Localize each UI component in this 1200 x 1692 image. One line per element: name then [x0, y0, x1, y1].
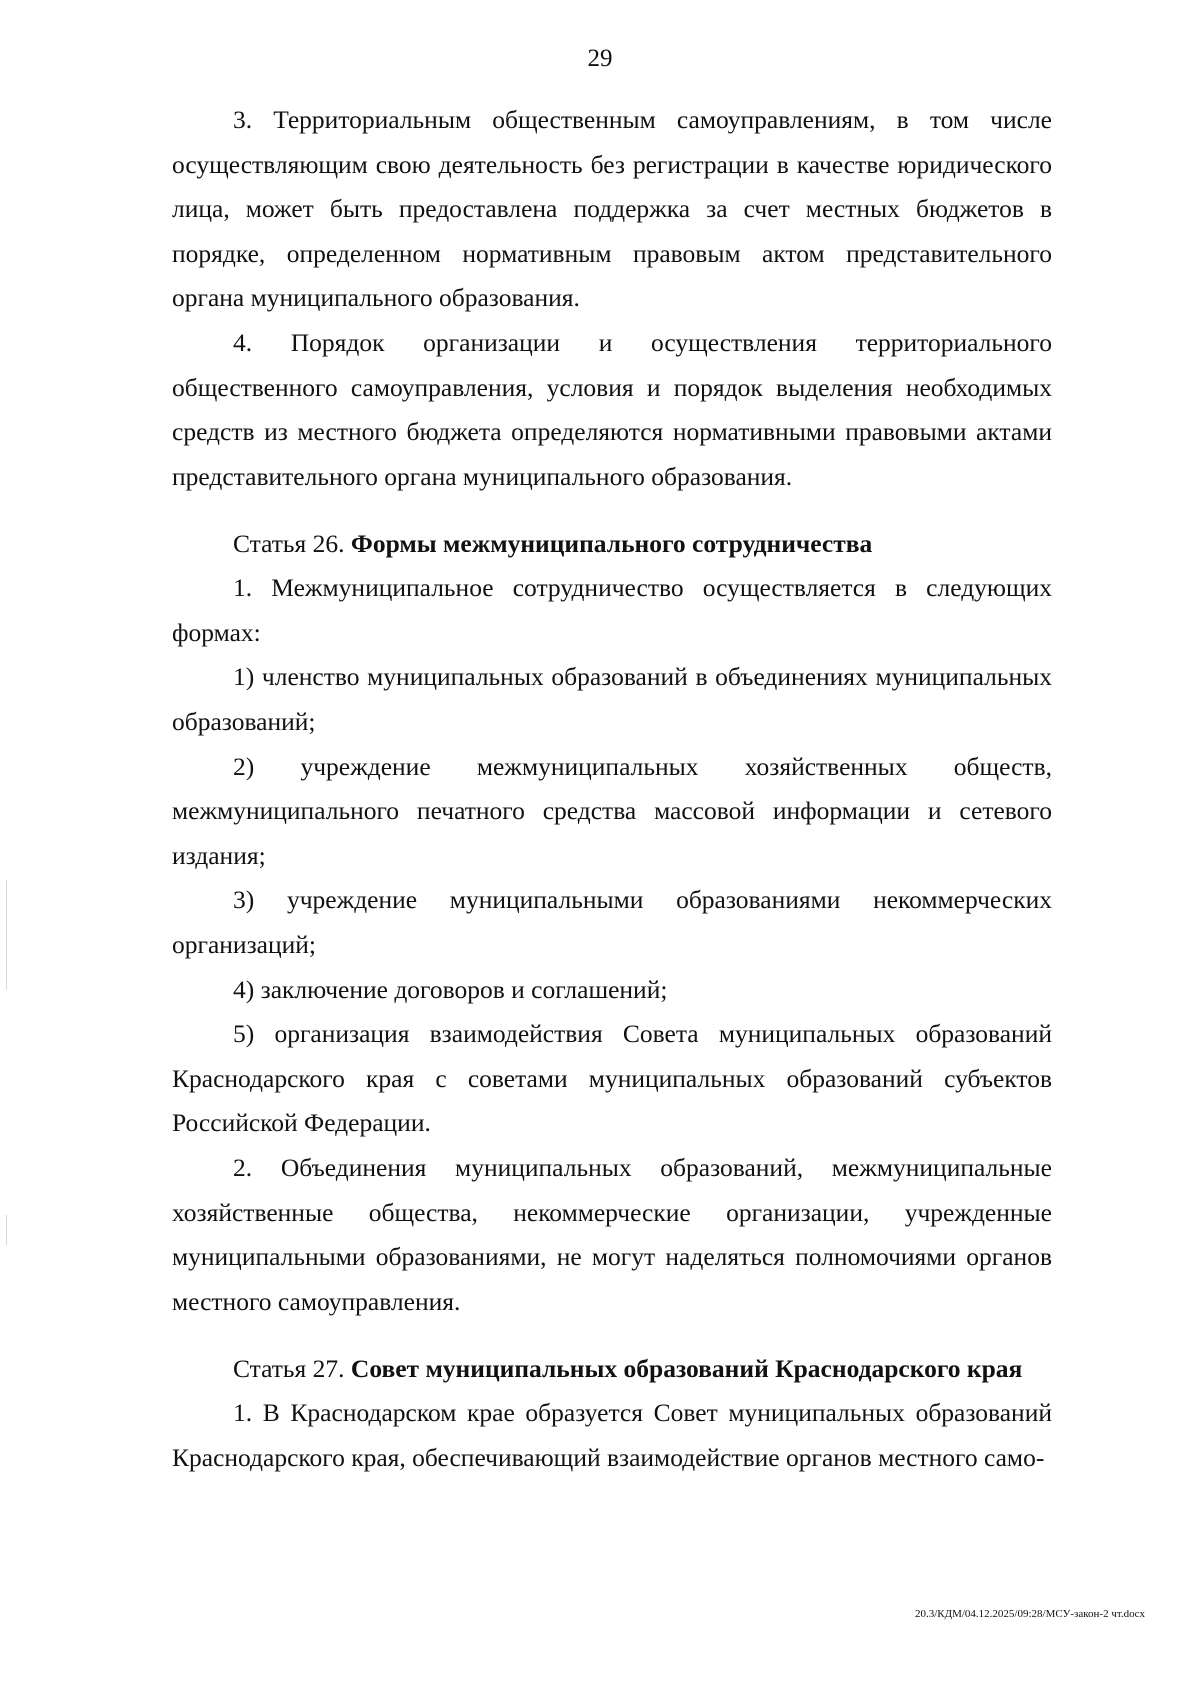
- paragraph: 2. Объединения муниципальных образований, межмуниципальные хозяйственные общества, некоммерческие организации, учрежденные муниципальными образованиями, не могут наделяться полномочиями органов местного самоуправления.: [172, 1152, 1052, 1316]
- paragraph: 3. Территориальным общественным самоуправлениям, в том числе осуществляющим свою деятельность без регистрации в качестве юридического лица, может быть предоставлена поддержка за счет местных бюджетов в порядке, определенном нормативным правовым актом представительного органа муниципального образования.: [172, 105, 1052, 313]
- article-heading: Совет муниципальных образований Краснодарского края: [350, 1353, 1023, 1383]
- scan-edge-mark: [6, 880, 7, 990]
- article-27-title: [172, 1347, 1052, 1392]
- scan-edge-mark: [6, 1215, 7, 1245]
- page-number: 29: [587, 45, 613, 72]
- list-item: 3) учреждение муниципальными образованиями некоммерческих организаций;: [172, 885, 1052, 959]
- paragraph: 1. Межмуниципальное сотрудничество осуществляется в следующих формах:: [172, 573, 1052, 647]
- article-number: Статья 26.: [233, 528, 345, 558]
- list-item: 1) членство муниципальных образований в объединениях муниципальных образований;: [172, 662, 1052, 737]
- document-footer: 20.3/КДМ/04.12.2025/09:28/МСУ-закон-2 чт.docx: [914, 1608, 1145, 1620]
- article-26-title: [172, 522, 1052, 567]
- document-body: [172, 98, 1052, 1480]
- list-item: 5) организация взаимодействия Совета муниципальных образований Краснодарского края с советами муниципальных образований субъектов Российской Федерации.: [172, 1019, 1052, 1138]
- article-number: Статья 27.: [233, 1353, 345, 1383]
- list-item: 2) учреждение межмуниципальных хозяйственных обществ, межмуниципального печатного средства массовой информации и сетевого издания;: [172, 751, 1052, 870]
- paragraph: 1. В Краснодарском крае образуется Совет муниципальных образований Краснодарского края, обеспечивающий взаимодействие органов местного само-: [172, 1398, 1052, 1472]
- article-heading: Формы межмуниципального сотрудничества: [350, 528, 873, 558]
- paragraph: 4. Порядок организации и осуществления территориального общественного самоуправления, условия и порядок выделения необходимых средств из местного бюджета определяются нормативными правовыми актами представительного органа муниципального образования.: [172, 327, 1052, 491]
- list-item: 4) заключение договоров и соглашений;: [233, 974, 668, 1004]
